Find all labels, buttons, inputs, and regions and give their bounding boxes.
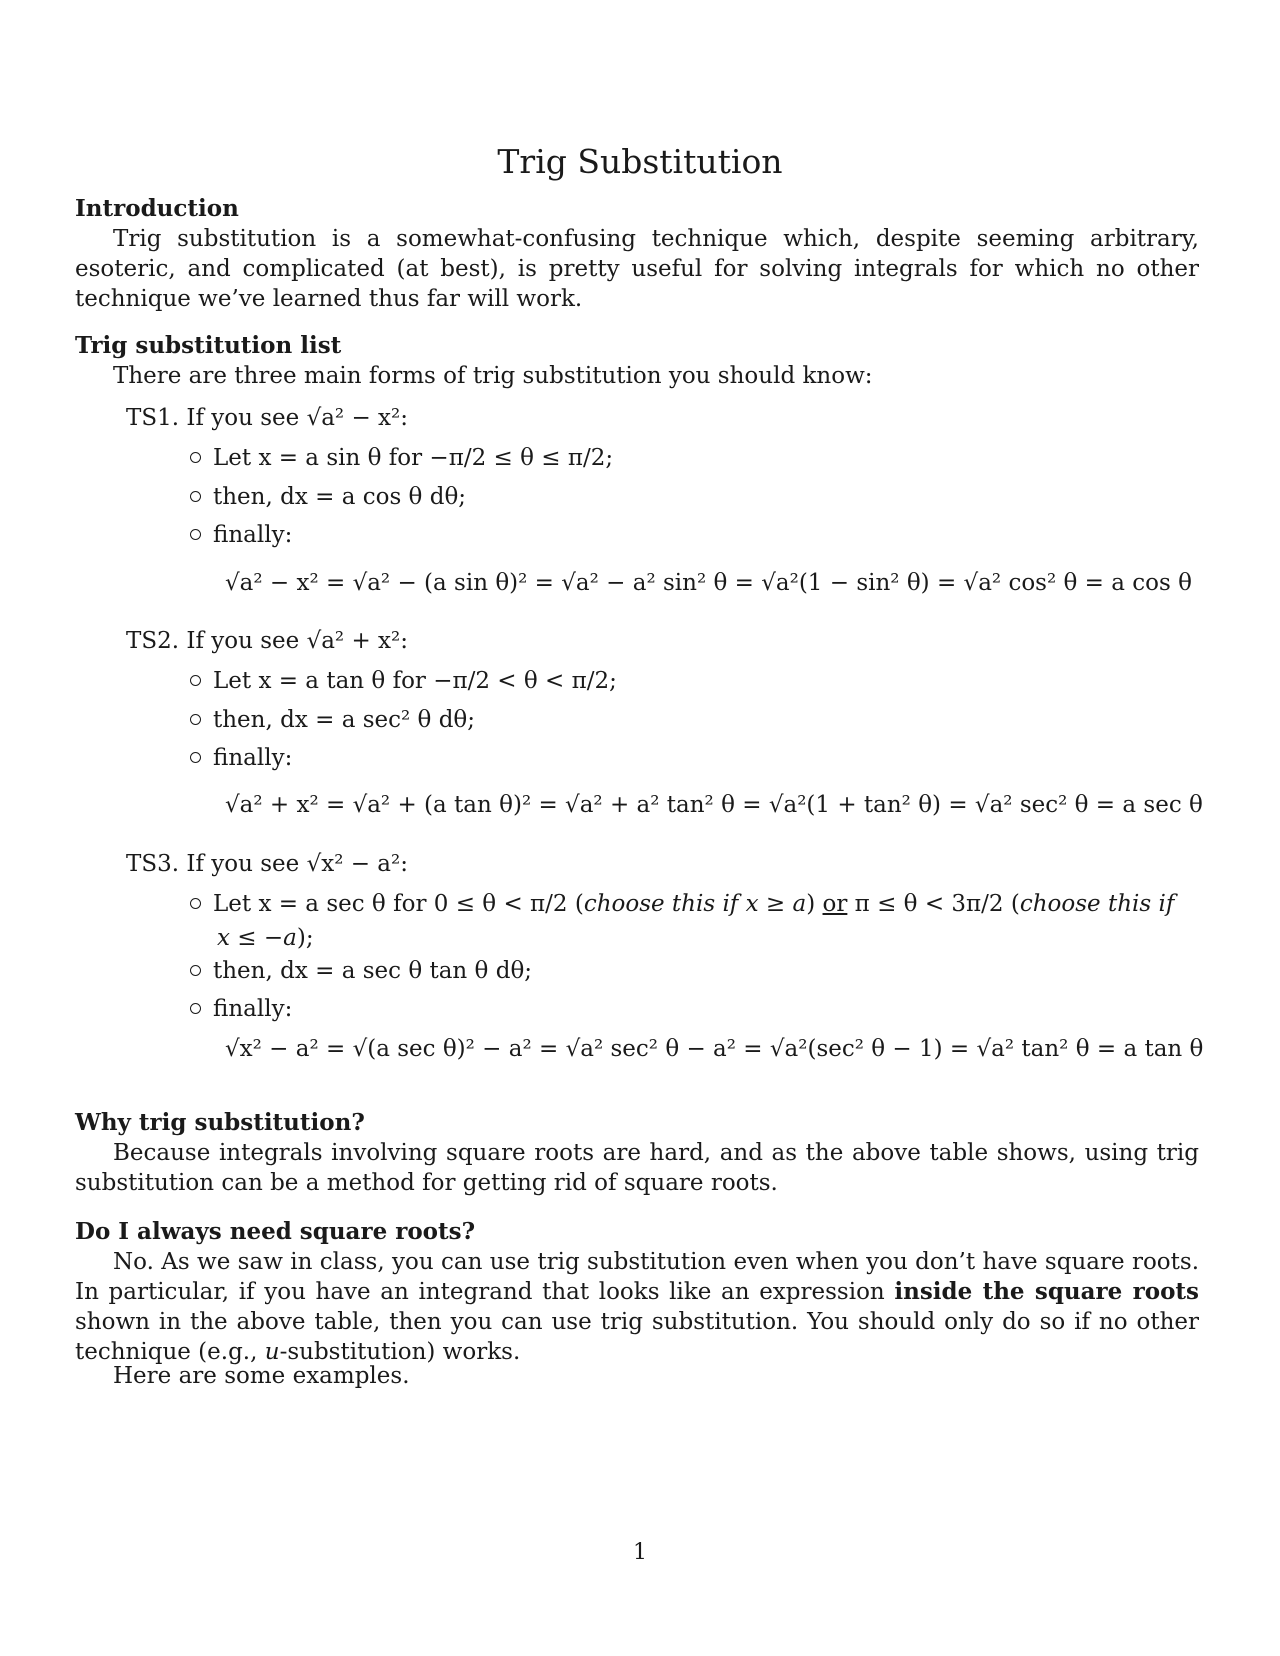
intro-paragraph xyxy=(75,224,1199,314)
examples-paragraph xyxy=(75,1361,1199,1391)
bullet-circle-icon xyxy=(190,1003,201,1014)
ts1-then-item xyxy=(190,484,466,510)
ts3-let-start: Let x = a sec θ for 0 ≤ θ < π/2 ( xyxy=(213,891,584,917)
ts2-finally-item xyxy=(190,745,292,771)
why-paragraph xyxy=(75,1138,1199,1198)
examples-text: Here are some examples. xyxy=(113,1363,410,1389)
ts1-finally-item xyxy=(190,522,292,548)
ts3-let-item xyxy=(190,887,1200,955)
list-heading: Trig substitution list xyxy=(75,332,342,359)
ts3-let-or: or xyxy=(822,891,848,917)
ts1-equation: √a² − x² = √a² − (a sin θ)² = √a² − a² sin² θ = √a²(1 − sin² θ) = √a² cos² θ = a cos θ xyxy=(225,570,1192,596)
ts3-let-mid2: π ≤ θ < 3π/2 ( xyxy=(847,891,1020,917)
ts1-label: TS1. If you see √a² − x²: xyxy=(126,405,408,431)
ts3-then-item xyxy=(190,958,532,984)
always-body-tail: -substitution) works. xyxy=(279,1339,521,1365)
ts2-let: Let x = a tan θ for −π/2 < θ < π/2; xyxy=(213,668,617,694)
ts2-let-item xyxy=(190,668,617,694)
ts2-then-item xyxy=(190,707,475,733)
always-body-u: u xyxy=(264,1339,280,1365)
ts3-label: TS3. If you see √x² − a²: xyxy=(126,851,408,877)
ts3-let-choose2: choose this if xyxy=(1019,891,1175,917)
always-body-bold: inside the square roots xyxy=(894,1278,1199,1305)
ts3-finally: finally: xyxy=(213,996,293,1022)
bullet-circle-icon xyxy=(190,752,201,763)
ts2-finally: finally: xyxy=(213,745,293,771)
ts3-let-mid: ) xyxy=(806,891,823,917)
ts3-finally-item xyxy=(190,996,292,1022)
list-lead: There are three main forms of trig substitution you should know: xyxy=(113,363,873,389)
bullet-circle-icon xyxy=(190,714,201,725)
bullet-circle-icon xyxy=(190,491,201,502)
bullet-circle-icon xyxy=(190,898,201,909)
ts3-let-line2: x ≤ −a xyxy=(217,925,297,951)
bullet-circle-icon xyxy=(190,675,201,686)
ts1-then: then, dx = a cos θ dθ; xyxy=(213,484,467,510)
ts3-let-end: ); xyxy=(296,925,314,951)
list-lead-paragraph xyxy=(75,361,1199,391)
page-title: Trig Substitution xyxy=(497,142,783,181)
intro-heading: Introduction xyxy=(75,195,239,222)
ts2-then: then, dx = a sec² θ dθ; xyxy=(213,707,476,733)
bullet-circle-icon xyxy=(190,965,201,976)
ts3-equation: √x² − a² = √(a sec θ)² − a² = √a² sec² θ − a² = √a²(sec² θ − 1) = √a² tan² θ = a tan θ xyxy=(225,1036,1204,1062)
ts1-finally: finally: xyxy=(213,522,293,548)
ts1-let: Let x = a sin θ for −π/2 ≤ θ ≤ π/2; xyxy=(213,445,614,471)
always-body-end: shown in the above table, then you can use trig substitution. You should only do so if no other technique (e.g., xyxy=(75,1309,1199,1365)
ts3-let-choose1: choose this if x ≥ a xyxy=(583,891,807,917)
page-number: 1 xyxy=(633,1540,647,1565)
ts2-equation: √a² + x² = √a² + (a tan θ)² = √a² + a² tan² θ = √a²(1 + tan² θ) = √a² sec² θ = a sec θ xyxy=(225,792,1203,818)
ts1-let-item xyxy=(190,445,613,471)
always-body-start: No. As we saw in class, you can use trig substitution even when you don’t have square roots. In particular, if you have an integrand that looks like an expression xyxy=(75,1249,1199,1305)
bullet-circle-icon xyxy=(190,452,201,463)
ts2-label: TS2. If you see √a² + x²: xyxy=(126,628,408,654)
why-body: Because integrals involving square roots are hard, and as the above table shows, using trig substitution can be a method for getting rid of square roots. xyxy=(75,1140,1199,1196)
always-heading: Do I always need square roots? xyxy=(75,1218,476,1245)
bullet-circle-icon xyxy=(190,529,201,540)
always-paragraph xyxy=(75,1247,1199,1367)
ts3-then: then, dx = a sec θ tan θ dθ; xyxy=(213,958,533,984)
why-heading: Why trig substitution? xyxy=(75,1109,365,1136)
intro-body: Trig substitution is a somewhat-confusing technique which, despite seeming arbitrary, esoteric, and complicated (at best), is pretty useful for solving integrals for which no other technique we’ve learned thus far will work. xyxy=(75,226,1199,312)
